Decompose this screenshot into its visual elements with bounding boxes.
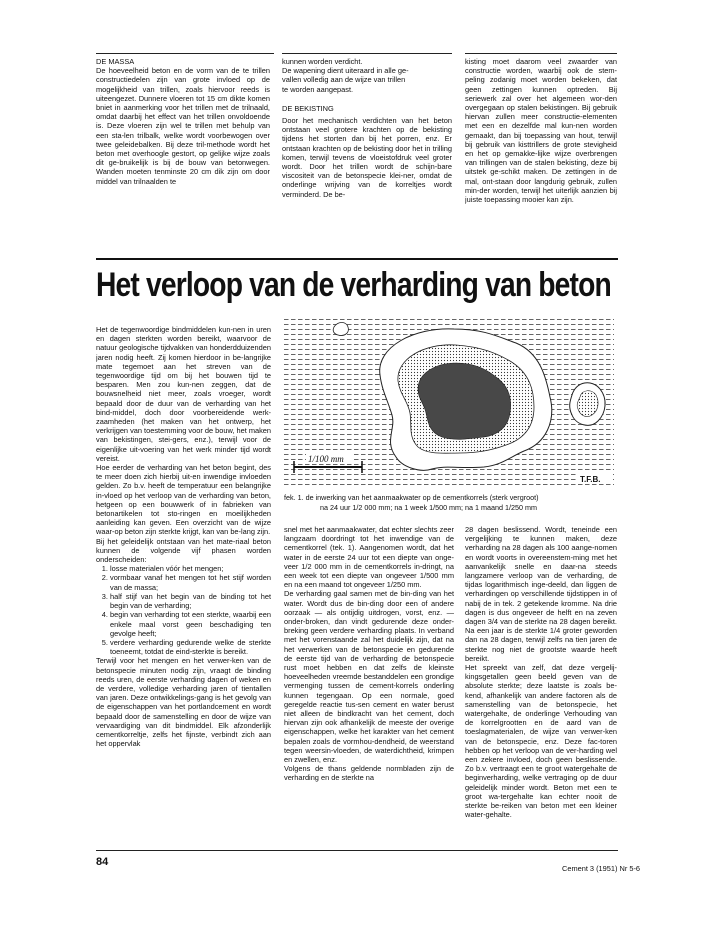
paragraph: Door het mechanisch verdichten van het beton ontstaan veel grotere krachten op de bekisting tijdens het storten dan bij het porren, enz. Er ontstaan krachten op de bekisting door het in trilling komen, terwijl tevens de vloeistofdruk veel groter wordt. Door het trillen wordt de schijn-bare viscositeit van de betonspecie klei-ner, omdat de onderlinge wrijving van de korreltjes wordt verminderd. De be- <box>282 116 452 199</box>
article-title: Het verloop van de verharding van beton <box>96 266 611 304</box>
list-item: 3. half stijf van het begin van de binding tot het begin van de verharding; <box>110 592 271 610</box>
caption-line-1: fek. 1. de inwerking van het aanmaakwater op de cementkorrels (sterk vergroot) <box>284 493 539 502</box>
top-column-3 <box>465 57 617 257</box>
list-item: 4. begin van verharding tot een sterkte, waarbij een enkele maal vorst geen beschadiging ten gevolge heeft; <box>110 610 271 638</box>
article-mid-column <box>284 525 454 843</box>
paragraph: snel met het aanmaakwater, dat echter slechts zeer langzaam doordringt tot het inwendige van de cementkorrel (tek. 1). Aangenomen wordt, dat het water in de eerste 24 uur tot een diepte van onge-veer 1/2 000 mm in de cementkorrels in-dringt, na een week tot een diepte van ongeveer 1/500 mm en na een maand tot ongeveer 1/250 mm. De verharding gaal samen met de bin-ding van het water. Wordt dus de bin-ding door een of andere oorzaak — als ontijdig uitdrogen, vorst, enz. — onder-broken, dan vindt gedurende deze onder-breking geen verdere verharding plaats. In verband met het vorenstaande zal het duidelijk zijn, dat na het verwerken van de betonspecie en gedurende de eerste tijd van de verharding de betonspecie rust moet hebben en dat zelfs de kleinste hoeveelheden vreemde bestanddelen een grondige vermenging tussen de cement-korrels onderling kunnen tegengaan. Op een normale, goed geregelde reactie tus-sen cement en water berust niet alleen de bindkracht van het cement, doch hiervan zijn ook afhankelijk de meeste der overige eigenschappen, welke het karakter van het cement bepalen zoals de vormhou-dendheid, de weerstand tegen weersin-vloeden, de waterdichtheid, krimpen en zwellen, enz. Volgens de thans geldende normbladen zijn de verharding en de sterkte na <box>284 525 454 783</box>
section-heading-massa: DE MASSA <box>96 57 135 66</box>
journal-reference: Cement 3 (1951) Nr 5-6 <box>562 864 641 873</box>
top-rule <box>465 53 617 54</box>
paragraph: Hoe eerder de verharding van het beton begint, des te meer doen zich hierbij uit-en inwendige invloeden gelden. Zo b.v. heeft de temperatuur een belangrijke in-vloed op het verloop van de verharding van beton, hetgeen op een bouwwerk of in fabrieken van betonartikelen tot sto-ringen en moeilijkheden aanleiding kan geven. Een overzicht van de wijze waar-op beton zijn sterkte krijgt, kan van be-lang zijn. <box>96 463 271 537</box>
scale-label: 1/100 mm <box>308 454 344 464</box>
cement-grain-drawing <box>284 317 614 489</box>
top-rule <box>282 53 452 54</box>
article-right-column <box>465 525 617 843</box>
article-left-column <box>96 325 271 843</box>
paragraph: Het de tegenwoordige bindmiddelen kun-nen in uren en dagen sterkten worden bereikt, waarvoor de natuur geologische tijdvakken van honderdduizenden jaren nodig heeft. Zij komen hierdoor in be-langrijke mate tegemoet aan het streven van de tegenwoordige tijd om bij het bouwen tijd te besparen. Men zou kun-nen zeggen, dat de bouwsnelheid niet meer, zoals vroeger, wordt bepaald door de duur van de verharding van het bind-middel, doch door voorbereidende werk-zaamheden (het maken van het ontwerp, het verkrijgen van toestemming voor de bouw, het maken van bekistingen, stei-gers, enz.), terwijl voor de eigenlijke uit-voering van het werk minder tijd wordt vereist. <box>96 325 271 463</box>
section-divider <box>96 258 618 260</box>
figure-credit: T.F.B. <box>580 475 601 484</box>
section-heading-bekisting: DE BEKISTING <box>282 103 334 113</box>
caption-line-2: na 24 uur 1/2 000 mm; na 1 week 1/500 mm; na 1 maand 1/250 mm <box>320 503 537 512</box>
paragraph: kisting moet daarom veel zwaarder van constructie worden, waarbij ook de stem-peling zodanig moet worden bekeken, dat geen zettingen kunnen optreden. Bij seriewerk zal over het algemeen wor-den overgegaan op stalen bekistingen. Bij gebruik hiervan zullen meer constructie-elementen met een en dezelfde mal kun-nen worden gemaakt, dan bij toepassing van hout, terwijl bij gebruik van kisttrillers de grote stevigheid en het op gemakke-lijke wijze overbrengen van trillingen van de stalen bekisting, deze bij uitstek ge-schikt maken. De zettingen in de mal, ont-staan door langdurig gebruik, zullen min-der worden, terwijl het uiterlijk aanzien bij juiste toepassing mooier kan zijn. <box>465 57 617 205</box>
phases-list <box>96 564 271 656</box>
page-number: 84 <box>96 856 109 868</box>
list-item: 1. losse materialen vóór het mengen; <box>110 564 271 573</box>
paragraph: Bij het geleidelijk ontstaan van het mate-riaal beton kunnen de volgende vijf phasen worden onderscheiden: <box>96 536 271 565</box>
paragraph: kunnen worden verdicht. De wapening dient uiteraard in alle ge- vallen volledig aan de wijze van trillen te worden aangepast. <box>282 57 409 94</box>
top-rule <box>96 53 274 54</box>
list-item: 5. verdere verharding gedurende welke de sterkte toeneemt, totdat de eind-sterkte is bereikt. <box>110 638 271 656</box>
paragraph: Terwijl voor het mengen en het verwer-ken van de betonspecie minuten nodig zijn, vraagt de binding reeds uren, de eerste verharding dagen of weken en de verdere, volledige verharding jaren of tientallen van jaren. Deze ontwikkelings-gang is het gevolg van de eigenschappen van het portlandcement en wordt bepaald door de samenstelling en door de wijze van vervaardiging van dit bindmiddel. Elk afzonderlijk cementkorreltje, zelfs het fijnste, verbindt zich aan het oppervlak <box>96 656 271 749</box>
list-item: 2. vormbaar vanaf het mengen tot het stijf worden van de massa; <box>110 573 271 591</box>
paragraph: 28 dagen beslissend. Wordt, teneinde een vergelijking te kunnen maken, deze verharding na 28 dagen als 100 aange-nomen en wordt voorts in overeenstem-ming met het aanvankelijk snelle en daar-na steeds langzamere verloop van de verharding, de tijdas logarithmisch inge-deeld, dan liggen de verhardingen op verschillende tijdstippen in of nabij de in tek. 2 getekende kromme. Na drie dagen is dus ongeveer de helft en na zeven dagen 3/4 van de sterkte na 28 dagen bereikt. Na een jaar is de sterkte 1/4 groter geworden dan na 28 dagen, terwijl zelfs na tien jaren de sterkte nog niet de grootste waarde heeft bereikt. Het spreekt van zelf, dat deze vergelij-kingsgetallen geen beeld geven van de absolute sterkte; deze laatste is zoals be-kend, afhankelijk van andere factoren als de samenstelling van de betonspecie, het watergehalte, de onderlinge Verhouding van de korrelgrootten en de aard van de toeslagmaterialen, de wijze van verwer-ken van de betonspecie, enz. Deze fac-toren hebben op het verloop van de ver-harding wel een zekere invloed, doch geen beslissende. Zo b.v. vertraagt een te groot watergehalte de beginverharding, welke vertraging op de duur geleidelijk minder wordt. Beton met een te groot wa-tergehalte kan echter nooit de sterkte be-reiken van beton met een kleiner water-gehalte. <box>465 525 617 820</box>
top-column-2 <box>282 57 452 247</box>
figure-cement-grains <box>284 317 614 489</box>
top-column-1 <box>96 57 270 247</box>
paragraph: De hoeveelheid beton en de vorm van de te trillen constructiedelen zijn van grote invloed op de mogelijkheid van trillen, zoals hiervoor reeds is uiteengezet. Dunnere vloeren tot 15 cm dikte komen bniet in aanmerking voor het trillen met de trilnaald, omdat daarbij het effect van het trillen onvoldoende is. Deze vloeren zijn wel te trillen met behulp van een sta-len trilbalk, welke wordt voorbewogen over twee geleidebalken. Bij deze tril-methode wordt het beton met overhoogle gestort, op gelijke wijze zoals dit ge-bruikelijk is bij de bouw van betonwegen. Wanden moeten tenminste 20 cm dik zijn om door middel van trilnaalden te <box>96 66 270 186</box>
footer-rule <box>96 850 618 851</box>
figure-caption <box>284 493 614 513</box>
